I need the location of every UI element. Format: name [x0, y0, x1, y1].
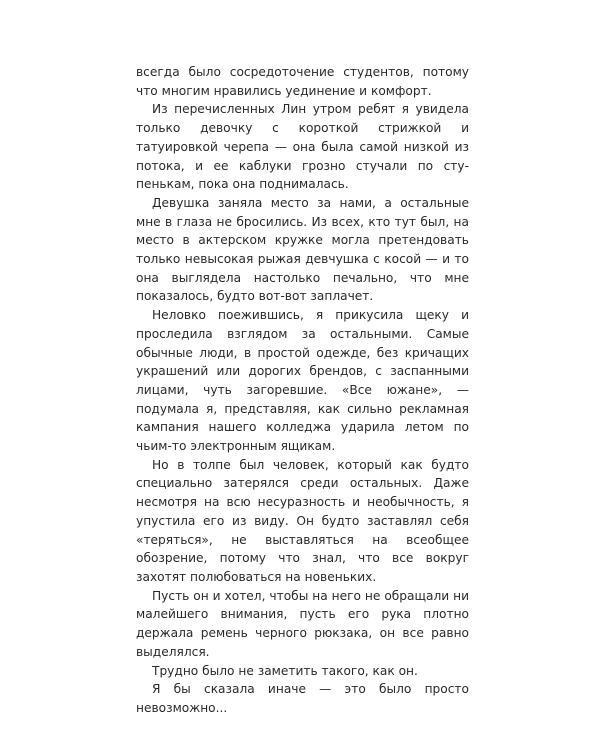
paragraph-4: Неловко поежившись, я прикусила щеку и проследила взглядом за остальными. Самые обычные люди, в простой одежде, без кричащих украшений или дорогих брендов, с заспанными лицами, чуть загоревшие. «Все южане», — подумала я, представляя, как сильно рекламная кампания нашего колледжа ударила летом по чьим-то электронным ящикам. [136, 308, 469, 454]
paragraph-3: Девушка заняла место за нами, а остальные мне в глаза не бросились. Из всех, кто тут был, на место в актерском кружке могла претендовать только невысокая рыжая девчушка с косой — и то она выглядела настолько печально, что мне показалось, будто вот-вот заплачет. [136, 195, 469, 304]
paragraph-5: Но в толпе был человек, который как будто специально затерялся среди остальных. Даже несмотря на всю несуразность и необычность, я упустила его из виду. Он будто заставлял себя «теряться», не выставляться на всеобщее обозрение, потому что знал, что все вокруг захотят полюбоваться на новеньких. [136, 457, 469, 584]
book-page [136, 63, 469, 718]
paragraph-2: Из перечисленных Лин утром ребят я увидела только девочку с короткой стрижкой и татуировкой черепа — она была самой низкой из потока, и ее каблуки грозно стучали по ступенькам, пока она поднималась. [136, 102, 469, 192]
paragraph-6: Пусть он и хотел, чтобы на него не обращали ни малейшего внимания, пусть его рука плотно держала ремень черного рюкзака, он все равно выделялся. [136, 588, 469, 659]
paragraph-7: Трудно было не заметить такого, как он. [152, 663, 418, 678]
paragraph-1: всегда было сосредоточение студентов, потому что многим нравились уединение и комфорт. [136, 65, 469, 98]
paragraph-8: Я бы сказала иначе — это было просто невозможно... [136, 682, 469, 715]
